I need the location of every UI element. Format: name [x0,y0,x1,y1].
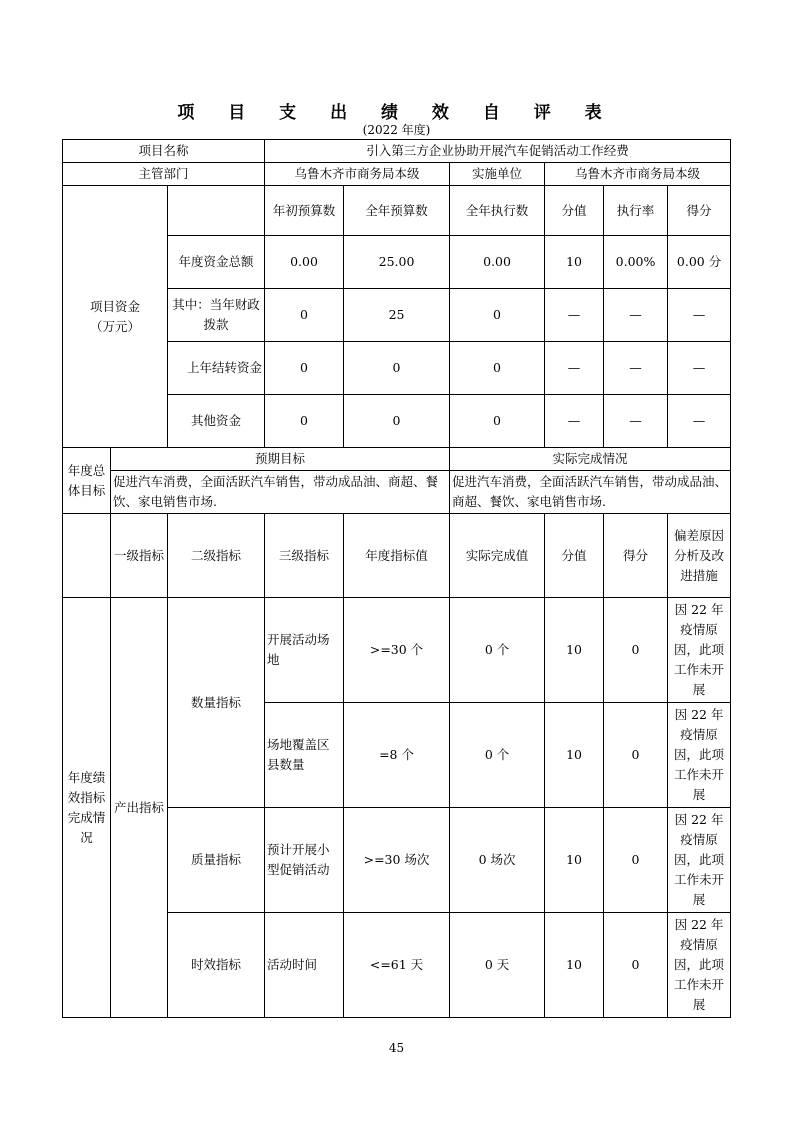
indicators-section-label: 年度绩效指标完成情况 [63,598,111,1018]
funds-cell: 25.00 [344,236,450,289]
deviation-reason: 因 22 年疫情原因，此项工作未开展 [668,913,731,1018]
funds-cell: — [668,289,731,342]
funds-cell: 0 [265,342,344,395]
funds-header: 全年执行数 [450,186,545,236]
score: 0 [604,808,668,913]
deviation-reason: 因 22 年疫情原因，此项工作未开展 [668,808,731,913]
funds-cell: 0.00% [604,236,668,289]
funds-cell: 0 [344,342,450,395]
funds-label: 项目资金 （万元） [63,186,168,448]
deviation-reason: 因 22 年疫情原因，此项工作未开展 [668,703,731,808]
score-value: 10 [545,703,604,808]
level1-indicator: 产出指标 [111,598,168,1018]
funds-cell: 25 [344,289,450,342]
project-name-value: 引入第三方企业协助开展汽车促销活动工作经费 [265,140,731,163]
level3-indicator: 活动时间 [265,913,344,1018]
project-name-label: 项目名称 [63,140,265,163]
indicator-header-blank [63,514,111,598]
funds-row-label: 其他资金 [168,395,265,448]
funds-cell: — [545,289,604,342]
level3-indicator: 场地覆盖区县数量 [265,703,344,808]
score: 0 [604,703,668,808]
target-value: =8 个 [344,703,450,808]
indicator-header: 分值 [545,514,604,598]
actual-completion-label: 实际完成情况 [450,448,731,471]
score-value: 10 [545,598,604,703]
funds-cell: 0 [450,289,545,342]
target-value: <=61 天 [344,913,450,1018]
funds-cell: 0 [450,342,545,395]
target-value: >=30 个 [344,598,450,703]
funds-cell: — [668,342,731,395]
funds-cell: 0.00 分 [668,236,731,289]
actual-completion-text: 促进汽车消费，全面活跃汽车销售，带动成品油、商超、餐饮、家电销售市场. [450,471,731,514]
expected-goal-text: 促进汽车消费，全面活跃汽车销售，带动成品油、商超、餐饮、家电销售市场. [111,471,450,514]
score-value: 10 [545,808,604,913]
indicator-header: 三级指标 [265,514,344,598]
expected-goal-label: 预期目标 [111,448,450,471]
level3-indicator: 预计开展小型促销活动 [265,808,344,913]
funds-cell: — [604,395,668,448]
impl-value: 乌鲁木齐市商务局本级 [545,163,731,186]
self-evaluation-table [62,139,731,1018]
dept-label: 主管部门 [63,163,265,186]
funds-cell: 0.00 [450,236,545,289]
actual-value: 0 场次 [450,808,545,913]
page-title: 项 目 支 出 绩 效 自 评 表 [177,103,616,123]
funds-cell: — [668,395,731,448]
funds-header: 分值 [545,186,604,236]
funds-cell: 10 [545,236,604,289]
funds-cell: 0.00 [265,236,344,289]
funds-header: 全年预算数 [344,186,450,236]
level2-indicator: 时效指标 [168,913,265,1018]
funds-row-label: 上年结转资金 [168,342,265,395]
funds-header-blank [168,186,265,236]
funds-cell: 0 [450,395,545,448]
target-value: >=30 场次 [344,808,450,913]
actual-value: 0 个 [450,598,545,703]
indicator-header: 得分 [604,514,668,598]
actual-value: 0 个 [450,703,545,808]
score: 0 [604,913,668,1018]
indicator-header: 年度指标值 [344,514,450,598]
goals-label: 年度总体目标 [63,448,111,514]
funds-cell: 0 [265,395,344,448]
funds-cell: — [545,395,604,448]
indicator-header: 实际完成值 [450,514,545,598]
funds-row-label: 年度资金总额 [168,236,265,289]
funds-cell: 0 [265,289,344,342]
level2-indicator: 质量指标 [168,808,265,913]
page-subtitle: (2022 年度) [362,123,431,137]
funds-cell: — [545,342,604,395]
funds-cell: 0 [344,395,450,448]
dept-value: 乌鲁木齐市商务局本级 [265,163,450,186]
funds-cell: — [604,289,668,342]
level3-indicator: 开展活动场地 [265,598,344,703]
level2-indicator: 数量指标 [168,598,265,808]
indicator-header: 二级指标 [168,514,265,598]
page-number: 45 [388,1041,405,1055]
funds-header: 执行率 [604,186,668,236]
funds-row-label: 其中：当年财政拨款 [168,289,265,342]
funds-header: 年初预算数 [265,186,344,236]
indicator-header: 一级指标 [111,514,168,598]
deviation-reason: 因 22 年疫情原因，此项工作未开展 [668,598,731,703]
indicator-header: 偏差原因分析及改进措施 [668,514,731,598]
funds-header: 得分 [668,186,731,236]
score: 0 [604,598,668,703]
actual-value: 0 天 [450,913,545,1018]
impl-label: 实施单位 [450,163,545,186]
funds-cell: — [604,342,668,395]
score-value: 10 [545,913,604,1018]
